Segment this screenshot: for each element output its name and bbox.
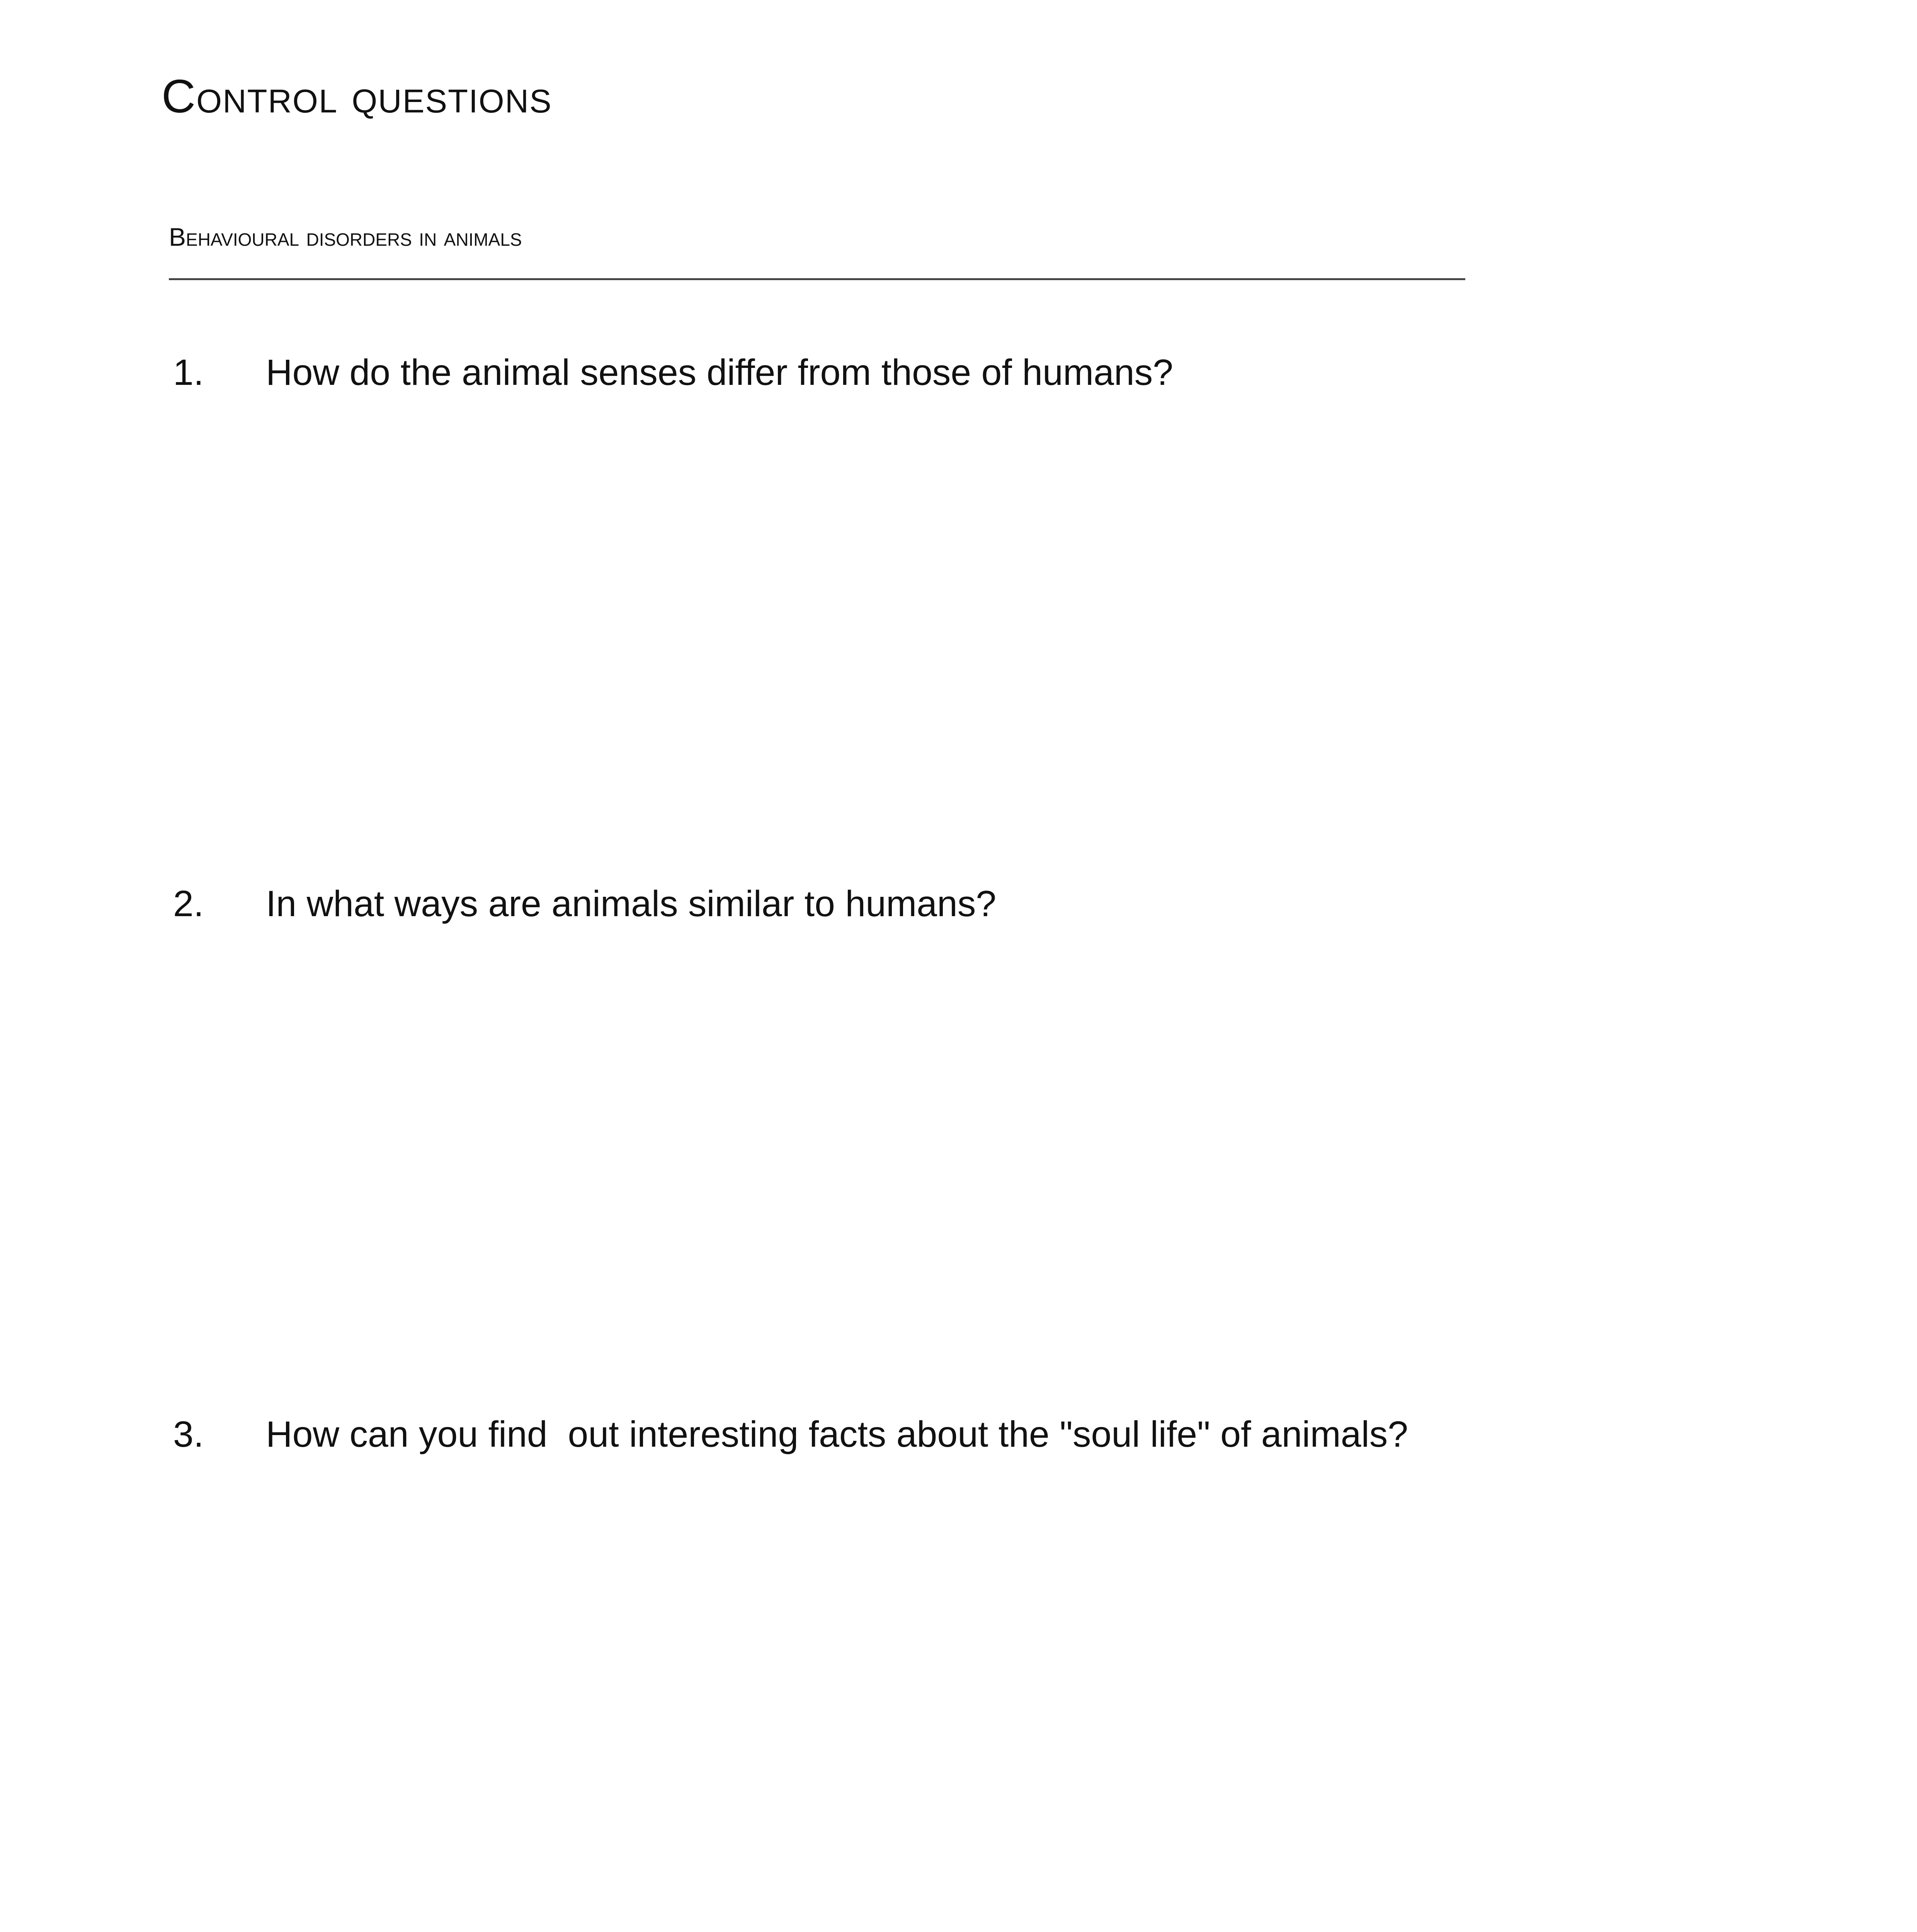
- question-number: 3.: [173, 1414, 204, 1455]
- question-number: 2.: [173, 883, 204, 924]
- question-number: 1.: [173, 352, 204, 393]
- page-title: Control questions: [162, 70, 552, 122]
- section-title: Behavioural disorders in animals: [169, 223, 522, 251]
- question-text: How can you find out interesting facts about the "soul life" of animals?: [266, 1414, 1408, 1455]
- section-divider: [169, 278, 1465, 280]
- question-text: In what ways are animals similar to humans?: [266, 883, 997, 924]
- question-text: How do the animal senses differ from those of humans?: [266, 352, 1174, 393]
